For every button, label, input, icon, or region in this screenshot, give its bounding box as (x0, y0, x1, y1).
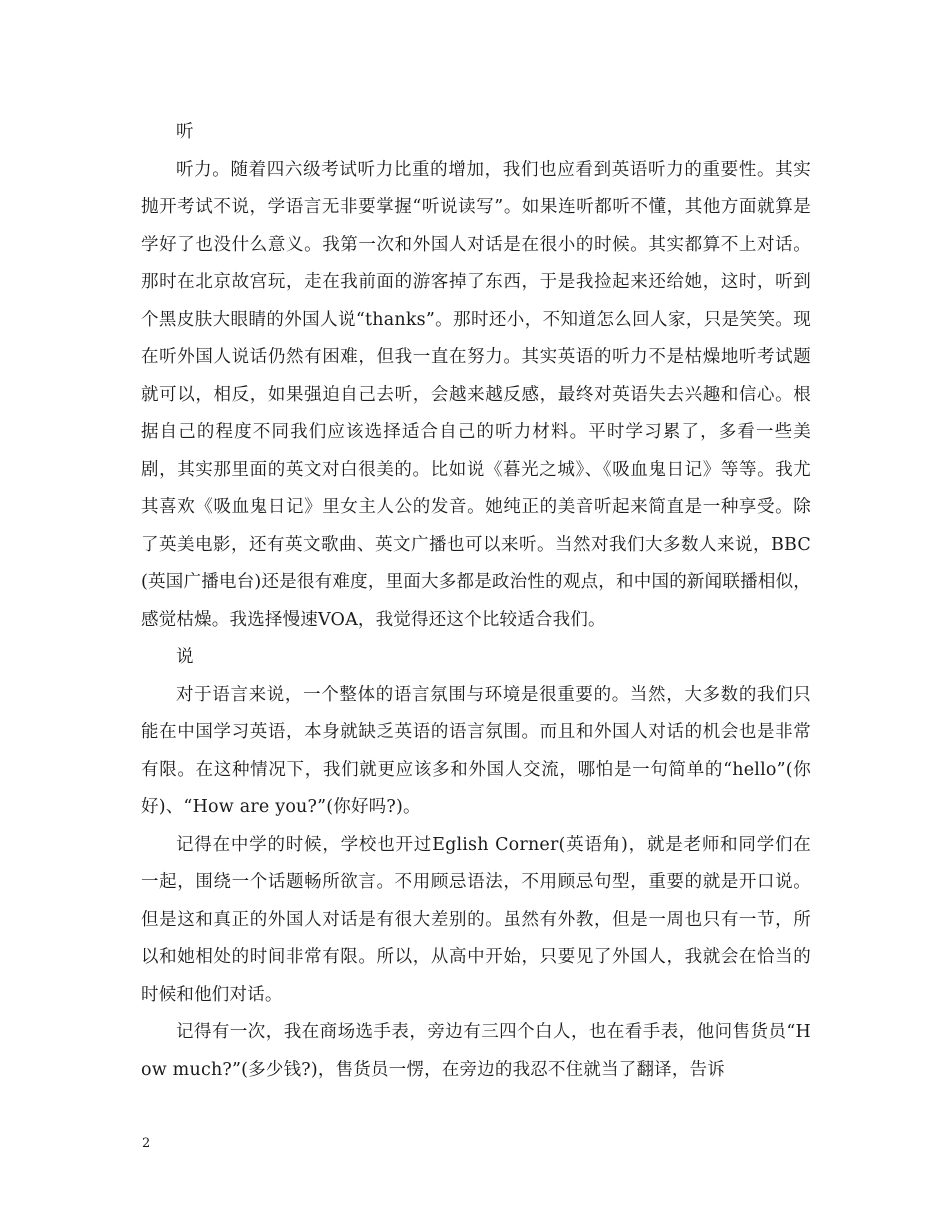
section-heading-listening: 听 (176, 122, 194, 142)
paragraph-speaking-3: 记得有一次，我在商场选手表，旁边有三四个白人，也在看手表，他问售货员“How much?”(多少钱?)，售货员一愣，在旁边的我忍不住就当了翻译，告诉 (141, 1022, 811, 1080)
section-heading-speaking: 说 (176, 647, 194, 667)
paragraph-speaking-1: 对于语言来说，一个整体的语言氛围与环境是很重要的。当然，大多数的我们只能在中国学习英语，本身就缺乏英语的语言氛围。而且和外国人对话的机会也是非常有限。在这种情况下，我们就更应该多和外国人交流，哪怕是一句简单的“hello”(你好)、“How are you?”(你好吗?)。 (141, 684, 811, 817)
paragraph-listening: 听力。随着四六级考试听力比重的增加，我们也应看到英语听力的重要性。其实抛开考试不说，学语言无非要掌握“听说读写”。如果连听都听不懂，其他方面就算是学好了也没什么意义。我第一次和外国人对话是在很小的时候。其实都算不上对话。那时在北京故宫玩，走在我前面的游客掉了东西，于是我捡起来还给她，这时，听到个黑皮肤大眼睛的外国人说“thanks”。那时还小，不知道怎么回人家，只是笑笑。现在听外国人说话仍然有困难，但我一直在努力。其实英语的听力不是枯燥地听考试题就可以，相反，如果强迫自己去听，会越来越反感，最终对英语失去兴趣和信心。根据自己的程度不同我们应该选择适合自己的听力材料。平时学习累了，多看一些美剧，其实那里面的英文对白很美的。比如说《暮光之城》、《吸血鬼日记》等等。我尤其喜欢《吸血鬼日记》里女主人公的发音。她纯正的美音听起来简直是一种享受。除了英美电影，还有英文歌曲、英文广播也可以来听。当然对我们大多数人来说，BBC(英国广播电台)还是很有难度，里面大多都是政治性的观点，和中国的新闻联播相似，感觉枯燥。我选择慢速VOA，我觉得还这个比较适合我们。 (141, 159, 811, 630)
paragraph-speaking-2: 记得在中学的时候，学校也开过Eglish Corner(英语角)，就是老师和同学们在一起，围绕一个话题畅所欲言。不用顾忌语法，不用顾忌句型，重要的就是开口说。但是这和真正的外国人对话是有很大差别的。虽然有外教，但是一周也只有一节，所以和她相处的时间非常有限。所以，从高中开始，只要见了外国人，我就会在恰当的时候和他们对话。 (141, 834, 811, 1005)
document-body (141, 114, 811, 1089)
page-number: 2 (142, 1136, 151, 1151)
